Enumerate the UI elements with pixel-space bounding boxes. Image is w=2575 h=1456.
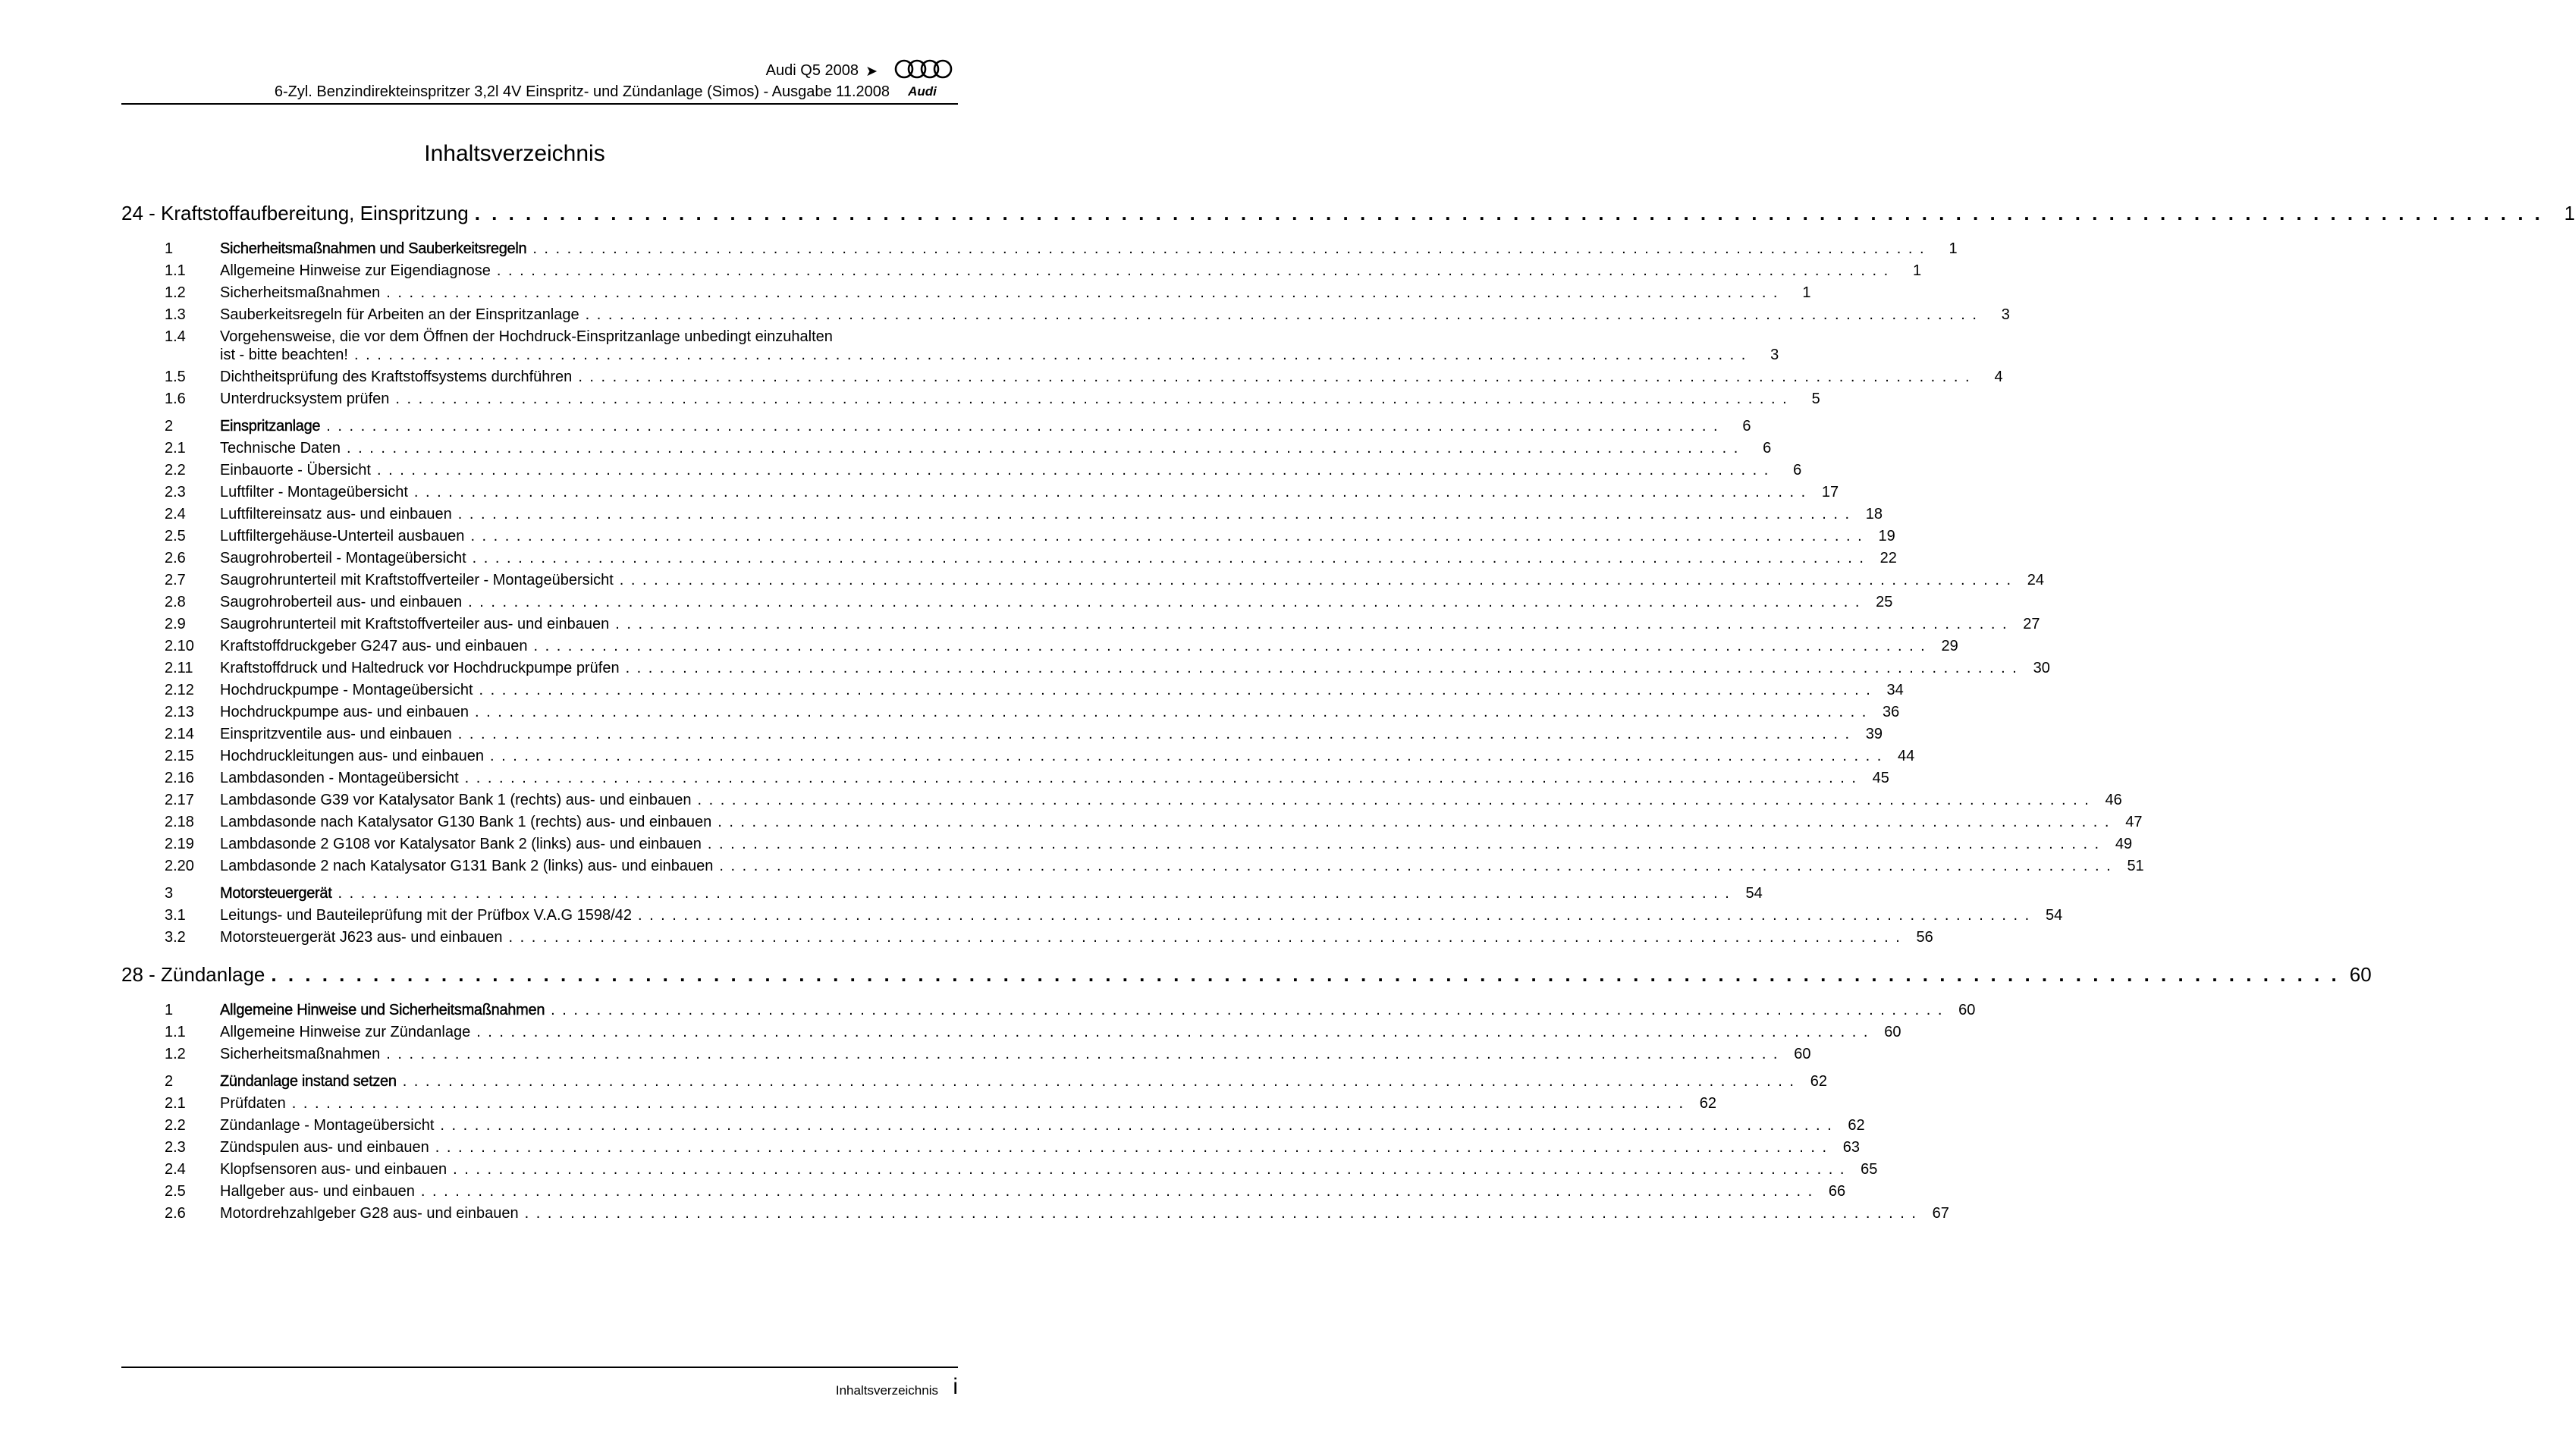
toc-item-title: Lambdasonden - Montageübersicht: [220, 770, 459, 786]
toc-item-number: 2.10: [165, 638, 194, 654]
toc-section-entry[interactable]: [121, 202, 2575, 235]
toc-item-entry[interactable]: [121, 770, 1889, 792]
toc-item-number: 2.2: [165, 1117, 186, 1134]
toc-page-number: 62: [1699, 1095, 1716, 1112]
toc-item-number: 1.6: [165, 391, 186, 407]
dot-leader: . . . . . . . . . . . . . . . . . . . . . . . . . . . . . . . . . . . . . . . . . . . . . . . . . . . . . . . . . . . . . . . . . . . . . . . . . . . . . . . . . . . . . . . . . . . . . . . . . . . . . . . . . . . . . . . . . . . . . . . . . .: [615, 616, 2008, 632]
toc-item-title: Leitungs- und Bauteileprüfung mit der Prüfbox V.A.G 1598/42: [220, 907, 632, 924]
toc-item-number: 2.5: [165, 1183, 186, 1200]
dot-leader: . . . . . . . . . . . . . . . . . . . . . . . . . . . . . . . . . . . . . . . . . . . . . . . . . . . . . . . . . . . . . . . . . . . . . . . . . . . . . . . . . . . . . . . . . . . . . . . . . . . . . . . . . . . . . . . . . . . . . . . . . .: [479, 682, 1872, 698]
toc-item-number: 2.1: [165, 440, 186, 457]
toc-item-number: 2.4: [165, 1161, 186, 1178]
toc-page-number: 60: [1794, 1046, 1811, 1062]
header-model: Audi Q5 2008: [765, 62, 859, 79]
toc-item-entry[interactable]: [121, 506, 1883, 528]
toc-item-number: 2.12: [165, 682, 194, 698]
toc-item-title: Lambdasonde nach Katalysator G130 Bank 1 (rechts) aus- und einbauen: [220, 814, 712, 830]
next-arrow-icon: ➤: [865, 64, 878, 80]
audi-logo-text: Audi: [908, 84, 937, 99]
dot-leader: . . . . . . . . . . . . . . . . . . . . . . . . . . . . . . . . . . . . . . . . . . . . . . . . . . . . . . . . . . . . . . . . . . . . . . . . . . . . . . . . . . . . . . . . . . . . . . . . . . . . . . . . . . . . . . . . . . . . . . . . . .: [386, 284, 1779, 301]
toc-item-number: 2.3: [165, 484, 186, 500]
toc-page-number: 60: [1958, 1002, 1976, 1018]
toc-item-title: Kraftstoffdruckgeber G247 aus- und einbauen: [220, 638, 528, 654]
dot-leader: . . . . . . . . . . . . . . . . . . . . . . . . . . . . . . . . . . . . . . . . . . . . . . . . . . . . . . . . . . . . . . . . . . . . . . . . . . . . . . . . . . . . . . . . . . . . . . . . . . . . . . . . . . . . . . . . . . . . . . . . . .: [718, 814, 2111, 830]
toc-page-number: 6: [1793, 462, 1802, 479]
toc-page-number: 54: [1745, 885, 1763, 902]
toc-item-entry[interactable]: [121, 391, 1820, 413]
toc-item-entry[interactable]: [121, 1139, 1861, 1161]
toc-item-entry[interactable]: [121, 572, 2045, 594]
toc-item-number: 2.6: [165, 1205, 186, 1222]
toc-item-number: 2.8: [165, 594, 186, 610]
toc-page-number: 1: [2564, 202, 2575, 224]
dot-leader: . . . . . . . . . . . . . . . . . . . . . . . . . . . . . . . . . . . . . . . . . . . . . . . . . . . . . . . . . . . . . . . . . . . . . . . . . . . . . . . . . . . . . . . . . . . . . . . . . . . . . . . . . . . . . . . . . . . . . . . . . .: [457, 506, 1851, 522]
toc-item-entry[interactable]: [121, 284, 1811, 306]
dot-leader: . . . . . . . . . . . . . . . . . . . . . . . . . . . . . . . . . . . . . . . . . . . . . . . . . . . . . . . . . . . . . . . . . . . . . . . . . . . . . . . . . . . . . . . . . . . . . . . . . . . . . . . . . . . . . . . . . . . . . . . . . .: [551, 1002, 1944, 1018]
toc-chapter-number: 2: [165, 418, 174, 435]
dot-leader: . . . . . . . . . . . . . . . . . . . . . . . . . . . . . . . . . . . . . . . . . . . . . . . . . . . . . . . . . . . . . . . . . . . . . . . . . . . . . . . . . . . . . . . . . . . . . . . . . . . . . . . . . . . . . . . . . . . . . . . . . .: [291, 1095, 1685, 1112]
toc-item-number: 3.1: [165, 907, 186, 924]
dot-leader: . . . . . . . . . . . . . . . . . . . . . . . . . . . . . . . . . . . . . . . . . . . . . . . . . . . . . . . . . . . . . . . . . . . . . . . . . . . . . . . . . . . . . . . . . . . . . . . . . . . . . . . . . . . . . . . . . . . . . . . . . .: [707, 836, 2101, 852]
dot-leader: . . . . . . . . . . . . . . . . . . . . . . . . . . . . . . . . . . . . . . . . . . . . . . . . . . . . . . . . . . . . . . . . . . . . . . . . . . . . . . . . . . . . . . . . . . . . . . . . . . . . . . . . . . . . . . . . . . . . . . . . . .: [578, 369, 1971, 385]
toc-page-number: 5: [1811, 391, 1820, 407]
toc-item-title: Allgemeine Hinweise zur Eigendiagnose: [220, 262, 491, 279]
toc-page-number: 24: [2027, 572, 2045, 588]
toc-page-number: 49: [2115, 836, 2133, 852]
toc-chapter-number: 2: [165, 1073, 174, 1090]
toc-page-number: 63: [1842, 1139, 1861, 1156]
dot-leader: . . . . . . . . . . . . . . . . . . . . . . . . . . . . . . . . . . . . . . . . . . . . . . . . . . . . . . . . . . . . . . . . . . . . . . . . . . . . . . . . . . . . . . . . . . . . . . . . . . . . . . . . . . . . . . . . . . . . . . . . . .: [719, 858, 2112, 874]
toc-page-number: 6: [1742, 418, 1751, 435]
toc-item-number: 2.14: [165, 726, 194, 742]
dot-leader: . . . . . . . . . . . . . . . . . . . . . . . . . . . . . . . . . . . . . . . . . . . . . . . . . . . . . . . . . . . . . . . . . . . . . . . . . . . . . . . . . . . . . . . . . . . . . . . . . . . . . . . . . . . . . . . . . . . . . . . . . .: [472, 550, 1865, 566]
toc-chapter-title: Sicherheitsmaßnahmen und Sauberkeitsregeln: [220, 240, 527, 257]
toc-item-number: 2.17: [165, 792, 194, 808]
toc-page-number: 6: [1763, 440, 1772, 457]
toc-item-entry[interactable]: [121, 748, 1915, 770]
dot-leader: . . . . . . . . . . . . . . . . . . . . . . . . . . . . . . . . . . . . . . . . . . . . . . . . . . . . . . . . . . . . . . . . . . . . . . . . . . . . . . . . . . . . . . . . . . . . . . . . . . . . . . . . . . . . . . . . . . . . . . . . . .: [508, 929, 1901, 946]
toc-chapter-number: 3: [165, 885, 174, 902]
dot-leader: . . . . . . . . . . . . . . . . . . . . . . . . . . . . . . . . . . . . . . . . . . . . . . . . . . . . . . . . . . . . . . . . . . . . . . . . . . . . . . . . . . . . . . . . . . . . . . . . . . . . . . . . . . . . . . . . . . . . . . . . . .: [619, 572, 2013, 588]
toc-item-title: Unterdrucksystem prüfen: [220, 391, 390, 407]
toc-page-number: 45: [1872, 770, 1889, 786]
toc-item-title: Sicherheitsmaßnahmen: [220, 284, 381, 301]
toc-page-number: 1: [1913, 262, 1922, 279]
toc-item-number: 1.4: [165, 328, 186, 345]
toc-item-title: Allgemeine Hinweise zur Zündanlage: [220, 1024, 471, 1040]
toc-item-title: Saugrohroberteil aus- und einbauen: [220, 594, 463, 610]
toc-item-number: 1.2: [165, 284, 186, 301]
dot-leader: . . . . . . . . . . . . . . . . . . . . . . . . . . . . . . . . . . . . . . . . . . . . . . . . . . . . . . . . . . . . . . . . . . . . . . . . . . . . . . . . . . . . . . . . . . . . . . . . . . . . . . . . . . . . . . . . . . . . . . . . . .: [476, 1024, 1870, 1040]
toc-page-number: 51: [2127, 858, 2144, 874]
page-title: Inhaltsverzeichnis: [424, 141, 605, 166]
toc-page-number: 66: [1828, 1183, 1846, 1200]
toc-chapter-entry[interactable]: [121, 1073, 1827, 1095]
toc-item-title: Luftfiltereinsatz aus- und einbauen: [220, 506, 452, 522]
toc-item-entry[interactable]: [121, 907, 2063, 929]
toc-item-entry[interactable]: [121, 726, 1883, 748]
toc-item-number: 1.3: [165, 306, 186, 323]
dot-leader: . . . . . . . . . . . . . . . . . . . . . . . . . . . . . . . . . . . . . . . . . . . . . . . . . . . . . . . . . . . . . . . . . . . . . . . . . . . . . . . . . . . . . . . . . . . . . . . . . . . . . . . . . . . . . . . . . . . . . . . . . .: [470, 528, 1864, 544]
toc-page-number: 27: [2023, 616, 2040, 632]
toc-item-title: Saugrohrunterteil mit Kraftstoffverteiler - Montageübersicht: [220, 572, 614, 588]
toc-item-title: Zündspulen aus- und einbauen: [220, 1139, 429, 1156]
audi-logo: [893, 58, 957, 103]
page-header: [0, 0, 1029, 106]
toc-page-number: 1: [1949, 240, 1958, 257]
toc-page-number: 65: [1861, 1161, 1878, 1178]
toc-item-title: Saugrohrunterteil mit Kraftstoffverteiler aus- und einbauen: [220, 616, 610, 632]
toc-chapter-entry[interactable]: [121, 240, 1958, 262]
header-subtitle: 6-Zyl. Benzindirekteinspritzer 3,2l 4V Einspritz- und Zündanlage (Simos) - Ausgabe 11.2008: [274, 83, 890, 100]
toc-page-number: 67: [1932, 1205, 1949, 1222]
toc-page-number: 17: [1821, 484, 1839, 500]
toc-chapter-title: Zündanlage instand setzen: [220, 1073, 397, 1090]
footer-page-number: i: [953, 1374, 958, 1399]
toc-item-title: Zündanlage - Montageübersicht: [220, 1117, 435, 1134]
toc-page-number: 4: [1994, 369, 2003, 385]
dot-leader: . . . . . . . . . . . . . . . . . . . . . . . . . . . . . . . . . . . . . . . . . . . . . . . . . . . . . . . . . . . . . . . . . . . . . . . . . . . . . . . . . . . . . . . . . . . . . . . . . . . . . . . . . . . . . . . . . . . . . . . . . .: [496, 262, 1890, 279]
dot-leader: . . . . . . . . . . . . . . . . . . . . . . . . . . . . . . . . . . . . . . . . . . . . . . . . . . . . . . . . . . . . . . . . . . . . . . . . . . . . . . . . . . . . . . . . . . . . . . . . . . . . . . . . . . . . . . . . . . . . . . . . . .: [271, 963, 2340, 986]
toc-page-number: 47: [2125, 814, 2143, 830]
toc-item-title: Hochdruckpumpe - Montageübersicht: [220, 682, 473, 698]
toc-item-entry[interactable]: [121, 638, 1958, 660]
toc-item-title: Prüfdaten: [220, 1095, 286, 1112]
dot-leader: . . . . . . . . . . . . . . . . . . . . . . . . . . . . . . . . . . . . . . . . . . . . . . . . . . . . . . . . . . . . . . . . . . . . . . . . . . . . . . . . . . . . . . . . . . . . . . . . . . . . . . . . . . . . . . . . . . . . . . . . . .: [440, 1117, 1833, 1134]
toc-chapter-title: Allgemeine Hinweise und Sicherheitsmaßnahmen: [220, 1002, 545, 1018]
toc-item-number: 1.1: [165, 1024, 186, 1040]
toc-item-entry[interactable]: [121, 440, 1772, 462]
toc-item-title: Luftfilter - Montageübersicht: [220, 484, 408, 500]
dot-leader: . . . . . . . . . . . . . . . . . . . . . . . . . . . . . . . . . . . . . . . . . . . . . . . . . . . . . . . . . . . . . . . . . . . . . . . . . . . . . . . . . . . . . . . . . . . . . . . . . . . . . . . . . . . . . . . . . . . . . . . . . .: [532, 240, 1926, 257]
toc-item-title: Lambdasonde G39 vor Katalysator Bank 1 (rechts) aus- und einbauen: [220, 792, 692, 808]
toc-section-title: 24 - Kraftstoffaufbereitung, Einspritzung: [121, 202, 469, 224]
toc-item-entry[interactable]: [121, 929, 1933, 951]
toc-item-entry[interactable]: [121, 306, 2010, 328]
toc-chapter-title: Einspritzanlage: [220, 418, 321, 435]
toc-page-number: 30: [2033, 660, 2050, 676]
toc-item-entry[interactable]: [121, 858, 2144, 880]
table-of-contents: [121, 202, 2575, 1227]
toc-item-entry[interactable]: [121, 814, 2143, 836]
toc-page-number: 29: [1941, 638, 1958, 654]
toc-item-title: Klopfsensoren aus- und einbauen: [220, 1161, 447, 1178]
footer-label: Inhaltsverzeichnis: [835, 1383, 938, 1398]
dot-leader: . . . . . . . . . . . . . . . . . . . . . . . . . . . . . . . . . . . . . . . . . . . . . . . . . . . . . . . . . . . . . . . . . . . . . . . . . . . . . . . . . . . . . . . . . . . . . . . . . . . . . . . . . . . . . . . . . . . . . . . . . .: [402, 1073, 1795, 1090]
toc-item-number: 1.5: [165, 369, 186, 385]
toc-item-title: Sauberkeitsregeln für Arbeiten an der Einspritzanlage: [220, 306, 579, 323]
toc-item-entry[interactable]: [121, 484, 1839, 506]
toc-item-title: Luftfiltergehäuse-Unterteil ausbauen: [220, 528, 465, 544]
toc-page-number: 22: [1879, 550, 1897, 566]
toc-item-entry[interactable]: [121, 836, 2133, 858]
toc-item-number: 2.18: [165, 814, 194, 830]
dot-leader: . . . . . . . . . . . . . . . . . . . . . . . . . . . . . . . . . . . . . . . . . . . . . . . . . . . . . . . . . . . . . . . . . . . . . . . . . . . . . . . . . . . . . . . . . . . . . . . . . . . . . . . . . . . . . . . . . . . . . . . . . .: [490, 748, 1883, 764]
toc-item-entry[interactable]: [121, 1117, 1865, 1139]
toc-item-title: Einspritzventile aus- und einbauen: [220, 726, 452, 742]
toc-page-number: 19: [1878, 528, 1895, 544]
toc-item-entry[interactable]: [121, 792, 2122, 814]
toc-item-number: 2.20: [165, 858, 194, 874]
toc-item-title: Kraftstoffdruck und Haltedruck vor Hochdruckpumpe prüfen: [220, 660, 620, 676]
dot-leader: . . . . . . . . . . . . . . . . . . . . . . . . . . . . . . . . . . . . . . . . . . . . . . . . . . . . . . . . . . . . . . . . . . . . . . . . . . . . . . . . . . . . . . . . . . . . . . . . . . . . . . . . . . . . . . . . . . . . . . . . . .: [468, 594, 1861, 610]
toc-item-title: Technische Daten: [220, 440, 341, 457]
toc-item-entry[interactable]: [121, 660, 2050, 682]
toc-item-entry[interactable]: [121, 369, 2003, 391]
toc-page-number: 60: [1884, 1024, 1901, 1040]
dot-leader: . . . . . . . . . . . . . . . . . . . . . . . . . . . . . . . . . . . . . . . . . . . . . . . . . . . . . . . . . . . . . . . . . . . . . . . . . . . . . . . . . . . . . . . . . . . . . . . . . . . . . . . . . . . . . . . . . . . . . . . . . .: [376, 462, 1770, 479]
dot-leader: . . . . . . . . . . . . . . . . . . . . . . . . . . . . . . . . . . . . . . . . . . . . . . . . . . . . . . . . . . . . . . . . . . . . . . . . . . . . . . . . . . . . . . . . . . . . . . . . . . . . . . . . . . . . . . . . . . . . . . . . . .: [420, 1183, 1814, 1200]
toc-item-entry[interactable]: [121, 328, 1779, 369]
toc-chapter-number: 1: [165, 1002, 174, 1018]
toc-item-title: Einbauorte - Übersicht: [220, 462, 371, 479]
dot-leader: . . . . . . . . . . . . . . . . . . . . . . . . . . . . . . . . . . . . . . . . . . . . . . . . . . . . . . . . . . . . . . . . . . . . . . . . . . . . . . . . . . . . . . . . . . . . . . . . . . . . . . . . . . . . . . . . . . . . . . . . . .: [326, 418, 1719, 435]
footer-rule: [121, 1367, 958, 1368]
toc-item-title: Lambdasonde 2 G108 vor Katalysator Bank 2 (links) aus- und einbauen: [220, 836, 702, 852]
toc-chapter-title: Motorsteuergerät: [220, 885, 332, 902]
toc-page-number: 44: [1898, 748, 1915, 764]
toc-item-title: Dichtheitsprüfung des Kraftstoffsystems durchführen: [220, 369, 573, 385]
toc-page-number: 62: [1848, 1117, 1865, 1134]
toc-item-title: Motordrehzahlgeber G28 aus- und einbauen: [220, 1205, 519, 1222]
toc-item-entry[interactable]: [121, 616, 2040, 638]
toc-page-number: 56: [1916, 929, 1933, 946]
toc-section-title: 28 - Zündanlage: [121, 963, 265, 986]
dot-leader: . . . . . . . . . . . . . . . . . . . . . . . . . . . . . . . . . . . . . . . . . . . . . . . . . . . . . . . . . . . . . . . . . . . . . . . . . . . . . . . . . . . . . . . . . . . . . . . . . . . . . . . . . . . . . . . . . . . . . . . . . .: [625, 660, 2018, 676]
header-rule: [121, 103, 958, 105]
toc-page-number: 60: [2349, 963, 2372, 986]
toc-item-title: Hochdruckleitungen aus- und einbauen: [220, 748, 485, 764]
toc-page-number: 54: [2045, 907, 2063, 924]
dot-leader: . . . . . . . . . . . . . . . . . . . . . . . . . . . . . . . . . . . . . . . . . . . . . . . . . . . . . . . . . . . . . . . . . . . . . . . . . . . . . . . . . . . . . . . . . . . . . . . . . . . . . . . . . . . . . . . . . . . . . . . . . .: [533, 638, 1927, 654]
toc-item-entry[interactable]: [121, 1046, 1811, 1068]
toc-item-number: 2.6: [165, 550, 186, 566]
dot-leader: . . . . . . . . . . . . . . . . . . . . . . . . . . . . . . . . . . . . . . . . . . . . . . . . . . . . . . . . . . . . . . . . . . . . . . . . . . . . . . . . . . . . . . . . . . . . . . . . . . . . . . . . . . . . . . . . . . . . . . . . . .: [475, 704, 1868, 720]
toc-page-number: 39: [1865, 726, 1883, 742]
toc-chapter-number: 1: [165, 240, 174, 257]
toc-item-title: Lambdasonde 2 nach Katalysator G131 Bank 2 (links) aus- und einbauen: [220, 858, 714, 874]
toc-page-number: 3: [1770, 347, 1779, 363]
toc-page-number: 36: [1883, 704, 1900, 720]
toc-item-title: Sicherheitsmaßnahmen: [220, 1046, 381, 1062]
dot-leader: . . . . . . . . . . . . . . . . . . . . . . . . . . . . . . . . . . . . . . . . . . . . . . . . . . . . . . . . . . . . . . . . . . . . . . . . . . . . . . . . . . . . . . . . . . . . . . . . . . . . . . . . . . . . . . . . . . . . . . . . . .: [413, 484, 1807, 500]
toc-page-number: 46: [2105, 792, 2122, 808]
toc-chapter-entry[interactable]: [121, 885, 1763, 907]
toc-item-entry[interactable]: [121, 1024, 1901, 1046]
toc-item-number: 2.4: [165, 506, 186, 522]
toc-page-number: 25: [1876, 594, 1893, 610]
toc-item-entry[interactable]: [121, 528, 1895, 550]
toc-page-number: 18: [1865, 506, 1883, 522]
toc-item-entry[interactable]: [121, 1161, 1878, 1183]
dot-leader: . . . . . . . . . . . . . . . . . . . . . . . . . . . . . . . . . . . . . . . . . . . . . . . . . . . . . . . . . . . . . . . . . . . . . . . . . . . . . . . . . . . . . . . . . . . . . . . . . . . . . . . . . . . . . . . . . . . . . . . . . .: [697, 792, 2090, 808]
toc-item-number: 2.13: [165, 704, 194, 720]
dot-leader: . . . . . . . . . . . . . . . . . . . . . . . . . . . . . . . . . . . . . . . . . . . . . . . . . . . . . . . . . . . . . . . . . . . . . . . . . . . . . . . . . . . . . . . . . . . . . . . . . . . . . . . . . . . . . . . . . . . . . . . . . .: [453, 1161, 1846, 1178]
toc-item-entry[interactable]: [121, 262, 1922, 284]
toc-chapter-entry[interactable]: [121, 418, 1751, 440]
toc-item-title: Motorsteuergerät J623 aus- und einbauen: [220, 929, 503, 946]
dot-leader: . . . . . . . . . . . . . . . . . . . . . . . . . . . . . . . . . . . . . . . . . . . . . . . . . . . . . . . . . . . . . . . . . . . . . . . . . . . . . . . . . . . . . . . . . . . . . . . . . . . . . . . . . . . . . . . . . . . . . . . . . .: [435, 1139, 1829, 1156]
dot-leader: . . . . . . . . . . . . . . . . . . . . . . . . . . . . . . . . . . . . . . . . . . . . . . . . . . . . . . . . . . . . . . . . . . . . . . . . . . . . . . . . . . . . . . . . . . . . . . . . . . . . . . . . . . . . . . . . . . . . . . . . . .: [637, 907, 2031, 924]
toc-page-number: 3: [2001, 306, 2010, 323]
dot-leader: . . . . . . . . . . . . . . . . . . . . . . . . . . . . . . . . . . . . . . . . . . . . . . . . . . . . . . . . . . . . . . . . . . . . . . . . . . . . . . . . . . . . . . . . . . . . . . . . . . . . . . . . . . . . . . . . . . . . . . . . . .: [395, 391, 1788, 407]
toc-item-number: 2.9: [165, 616, 186, 632]
toc-item-title: Hallgeber aus- und einbauen: [220, 1183, 415, 1200]
dot-leader: . . . . . . . . . . . . . . . . . . . . . . . . . . . . . . . . . . . . . . . . . . . . . . . . . . . . . . . . . . . . . . . . . . . . . . . . . . . . . . . . . . . . . . . . . . . . . . . . . . . . . . . . . . . . . . . . . . . . . . . . . .: [386, 1046, 1779, 1062]
dot-leader: . . . . . . . . . . . . . . . . . . . . . . . . . . . . . . . . . . . . . . . . . . . . . . . . . . . . . . . . . . . . . . . . . . . . . . . . . . . . . . . . . . . . . . . . . . . . . . . . . . . . . . . . . . . . . . . . . . . . . . . . . .: [585, 306, 1978, 323]
toc-item-number: 2.11: [165, 660, 193, 676]
toc-item-entry[interactable]: [121, 550, 1897, 572]
toc-item-title-continued: ist - bitte beachten!: [220, 347, 348, 363]
toc-page-number: 62: [1810, 1073, 1827, 1090]
toc-item-title: Hochdruckpumpe aus- und einbauen: [220, 704, 469, 720]
dot-leader: . . . . . . . . . . . . . . . . . . . . . . . . . . . . . . . . . . . . . . . . . . . . . . . . . . . . . . . . . . . . . . . . . . . . . . . . . . . . . . . . . . . . . . . . . . . . . . . . . . . . . . . . . . . . . . . . . . . . . . . . . .: [338, 885, 1731, 902]
toc-item-number: 2.2: [165, 462, 186, 479]
toc-item-entry[interactable]: [121, 462, 1802, 484]
dot-leader: . . . . . . . . . . . . . . . . . . . . . . . . . . . . . . . . . . . . . . . . . . . . . . . . . . . . . . . . . . . . . . . . . . . . . . . . . . . . . . . . . . . . . . . . . . . . . . . . . . . . . . . . . . . . . . . . . . . . . . . . . .: [524, 1205, 1917, 1222]
toc-item-title: Saugrohroberteil - Montageübersicht: [220, 550, 466, 566]
toc-item-entry[interactable]: [121, 1205, 1949, 1227]
toc-item-number: 2.16: [165, 770, 194, 786]
toc-item-number: 2.19: [165, 836, 194, 852]
toc-item-title: Vorgehensweise, die vor dem Öffnen der Hochdruck-Einspritzanlage unbedingt einzuhalten: [220, 328, 833, 345]
toc-item-entry[interactable]: [121, 1183, 1846, 1205]
toc-page-number: 34: [1886, 682, 1904, 698]
toc-item-number: 2.3: [165, 1139, 186, 1156]
dot-leader: . . . . . . . . . . . . . . . . . . . . . . . . . . . . . . . . . . . . . . . . . . . . . . . . . . . . . . . . . . . . . . . . . . . . . . . . . . . . . . . . . . . . . . . . . . . . . . . . . . . . . . . . . . . . . . . . . . . . . . . . . .: [457, 726, 1851, 742]
dot-leader: . . . . . . . . . . . . . . . . . . . . . . . . . . . . . . . . . . . . . . . . . . . . . . . . . . . . . . . . . . . . . . . . . . . . . . . . . . . . . . . . . . . . . . . . . . . . . . . . . . . . . . . . . . . . . . . . . . . . . . . . . .: [464, 770, 1857, 786]
toc-item-number: 2.1: [165, 1095, 186, 1112]
toc-item-number: 2.5: [165, 528, 186, 544]
toc-chapter-entry[interactable]: [121, 1002, 1976, 1024]
dot-leader: . . . . . . . . . . . . . . . . . . . . . . . . . . . . . . . . . . . . . . . . . . . . . . . . . . . . . . . . . . . . . . . . . . . . . . . . . . . . . . . . . . . . . . . . . . . . . . . . . . . . . . . . . . . . . . . . . . . . . . . . . .: [474, 202, 2544, 224]
dot-leader: . . . . . . . . . . . . . . . . . . . . . . . . . . . . . . . . . . . . . . . . . . . . . . . . . . . . . . . . . . . . . . . . . . . . . . . . . . . . . . . . . . . . . . . . . . . . . . . . . . . . . . . . . . . . . . . . . . . . . . . . . .: [353, 347, 1748, 363]
toc-section-entry[interactable]: [121, 963, 2372, 996]
toc-item-number: 1.2: [165, 1046, 186, 1062]
toc-item-entry[interactable]: [121, 682, 1904, 704]
toc-page-number: 1: [1802, 284, 1811, 301]
toc-item-entry[interactable]: [121, 704, 1900, 726]
toc-item-number: 1.1: [165, 262, 186, 279]
toc-item-number: 2.15: [165, 748, 194, 764]
toc-item-entry[interactable]: [121, 1095, 1716, 1117]
dot-leader: . . . . . . . . . . . . . . . . . . . . . . . . . . . . . . . . . . . . . . . . . . . . . . . . . . . . . . . . . . . . . . . . . . . . . . . . . . . . . . . . . . . . . . . . . . . . . . . . . . . . . . . . . . . . . . . . . . . . . . . . . .: [346, 440, 1740, 457]
toc-item-number: 3.2: [165, 929, 186, 946]
toc-item-entry[interactable]: [121, 594, 1893, 616]
toc-item-number: 2.7: [165, 572, 186, 588]
